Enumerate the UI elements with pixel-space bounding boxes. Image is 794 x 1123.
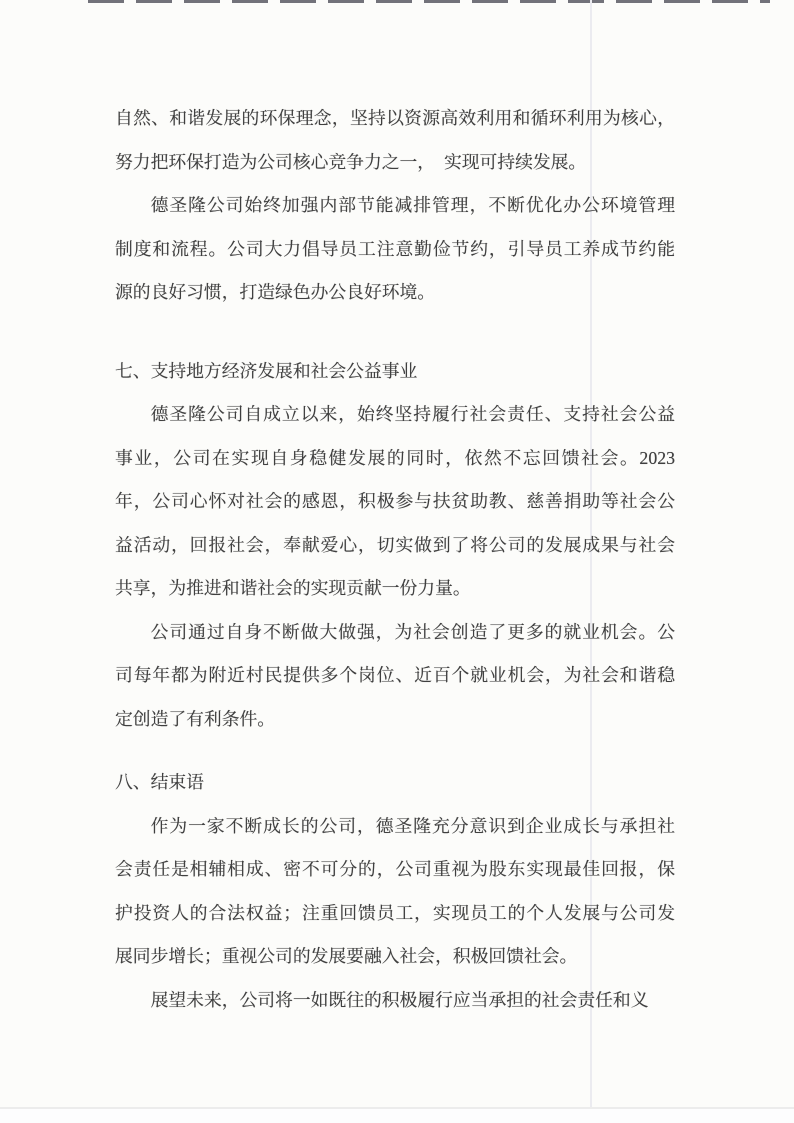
text-line: 制度和流程。公司大力倡导员工注意勤俭节约，引导员工养成节约能 — [115, 238, 675, 259]
text-line: 展望未来，公司将一如既往的积极履行应当承担的社会责任和义 — [150, 989, 649, 1010]
heading-section-8 — [115, 761, 675, 805]
text-line: 定创造了有利条件。 — [115, 708, 276, 729]
text-line: 德圣隆公司自成立以来，始终坚持履行社会责任、支持社会公益 — [150, 404, 675, 424]
paragraph-outlook — [115, 979, 675, 1023]
heading-section-7 — [115, 350, 675, 394]
text-line: 益活动，回报社会，奉献爱心，切实做到了将公司的发展成果与社会 — [115, 534, 675, 555]
text-line: 作为一家不断成长的公司，德圣隆充分意识到企业成长与承担社 — [150, 815, 675, 836]
text-line: 自然、和谐发展的环保理念，坚持以资源高效利用和循环利用为核心， — [115, 108, 675, 128]
paragraph-social-responsibility — [115, 393, 675, 611]
text-line: 共享，为推进和谐社会的实现贡献一份力量。 — [115, 578, 471, 598]
text-line: 德圣隆公司始终加强内部节能减排管理，不断优化办公环境管理 — [150, 195, 675, 215]
heading-line: 八、结束语 — [115, 772, 204, 792]
text-line: 公司通过自身不断做大做强，为社会创造了更多的就业机会。公 — [150, 621, 675, 642]
scan-top-edge-artifact — [88, 0, 770, 3]
text-line: 年，公司心怀对社会的感恩，积极参与扶贫助教、慈善捐助等社会公 — [115, 491, 675, 511]
paragraph-employment — [115, 611, 675, 742]
document-content — [115, 97, 675, 1022]
heading-line: 七、支持地方经济发展和社会公益事业 — [115, 360, 418, 381]
text-line: 护投资人的合法权益；注重回馈员工，实现员工的个人发展与公司发 — [115, 902, 675, 923]
text-line: 展同步增长；重视公司的发展要融入社会，积极回馈社会。 — [115, 946, 578, 966]
paragraph-environment-continued — [115, 97, 675, 184]
text-line: 司每年都为附近村民提供多个岗位、近百个就业机会，为社会和谐稳 — [115, 665, 675, 685]
text-line: 努力把环保打造为公司核心竞争力之一， 实现可持续发展。 — [115, 151, 587, 172]
paragraph-conclusion — [115, 805, 675, 979]
scan-margin-below-page — [0, 1109, 794, 1123]
text-line: 源的良好习惯，打造绿色办公良好环境。 — [115, 282, 436, 302]
text-line: 事业，公司在实现自身稳健发展的同时，依然不忘回馈社会。2023 — [115, 447, 675, 468]
paragraph-energy-saving — [115, 184, 675, 315]
text-line: 会责任是相辅相成、密不可分的，公司重视为股东实现最佳回报，保 — [115, 859, 675, 879]
